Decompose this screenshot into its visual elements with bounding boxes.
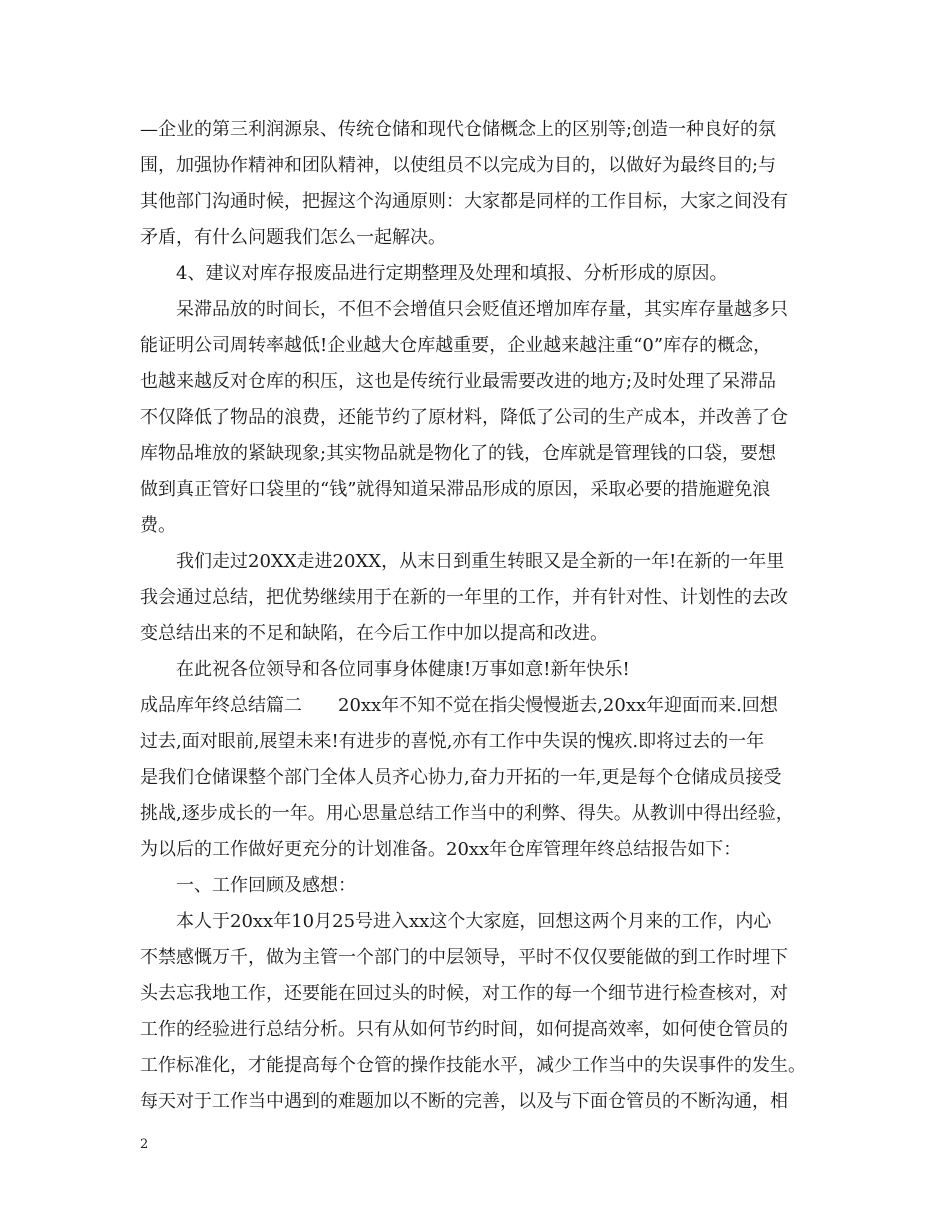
text-line: 不仅降低了物品的浪费，还能节约了原材料，降低了公司的生产成本，并改善了仓 <box>140 407 788 428</box>
text-line: —企业的第三利润源泉、传统仓储和现代仓储概念上的区别等;创造一种良好的氛 <box>140 119 777 140</box>
text-line: 工作的经验进行总结分析。只有从如何节约时间，如何提高效率，如何使仓管员的 <box>140 1019 788 1040</box>
text-line: 呆滞品放的时间长，不但不会增值只会贬值还增加库存量，其实库存量越多只 <box>176 299 788 320</box>
page-number: 2 <box>140 1137 149 1152</box>
text-line: 4、建议对库存报废品进行定期整理及处理和填报、分析形成的原因。 <box>176 263 728 284</box>
text-line: 本人于20xx年10月25号进入xx这个大家庭，回想这两个月来的工作，内心 <box>176 911 772 932</box>
text-line: 头去忘我地工作，还要能在回过头的时候，对工作的每一个细节进行检查核对，对 <box>140 983 788 1004</box>
text-line: 挑战,逐步成长的一年。用心思量总结工作当中的利弊、得失。从教训中得出经验， <box>140 803 794 824</box>
text-line: 能证明公司周转率越低!企业越大仓库越重要，企业越来越注重“0”库存的概念， <box>140 335 772 356</box>
text-line: 不禁感慨万千，做为主管一个部门的中层领导，平时不仅仅要能做的到工作时埋下 <box>140 947 788 968</box>
text-line: 成品库年终总结篇二 20xx年不知不觉在指尖慢慢逝去,20xx年迎面而来.回想 <box>140 695 778 716</box>
text-line: 在此祝各位领导和各位同事身体健康!万事如意!新年快乐! <box>176 659 630 680</box>
text-line: 为以后的工作做好更充分的计划准备。20xx年仓库管理年终总结报告如下： <box>140 839 742 860</box>
text-line: 工作标准化，才能提高每个仓管的操作技能水平，减少工作当中的失误事件的发生。 <box>140 1055 806 1076</box>
text-line: 过去,面对眼前,展望未来!有进步的喜悦,亦有工作中失误的愧疚.即将过去的一年 <box>140 731 765 752</box>
text-line: 做到真正管好口袋里的“钱”就得知道呆滞品形成的原因，采取必要的措施避免浪 <box>140 479 771 500</box>
text-line: 我们走过20XX走进20XX，从末日到重生转眼又是全新的一年!在新的一年里 <box>176 551 785 572</box>
text-line: 变总结出来的不足和缺陷，在今后工作中加以提高和改进。 <box>140 623 608 644</box>
text-line: 库物品堆放的紧缺现象;其实物品就是物化了的钱，仓库就是管理钱的口袋，要想 <box>140 443 777 464</box>
text-line: 一、工作回顾及感想： <box>176 875 356 896</box>
text-line: 我会通过总结，把优势继续用于在新的一年里的工作，并有针对性、计划性的去改 <box>140 587 788 608</box>
body-text <box>140 112 830 1120</box>
text-line: 也越来越反对仓库的积压，这也是传统行业最需要改进的地方;及时处理了呆滞品 <box>140 371 777 392</box>
text-line: 费。 <box>140 515 176 536</box>
text-line: 矛盾，有什么问题我们怎么一起解决。 <box>140 227 446 248</box>
text-line: 是我们仓储课整个部门全体人员齐心协力,奋力开拓的一年,更是每个仓储成员接受 <box>140 767 782 788</box>
text-line: 围，加强协作精神和团队精神，以使组员不以完成为目的，以做好为最终目的;与 <box>140 155 777 176</box>
text-line: 每天对于工作当中遇到的难题加以不断的完善，以及与下面仓管员的不断沟通，相 <box>140 1091 788 1112</box>
text-line: 其他部门沟通时候，把握这个沟通原则：大家都是同样的工作目标，大家之间没有 <box>140 191 788 212</box>
